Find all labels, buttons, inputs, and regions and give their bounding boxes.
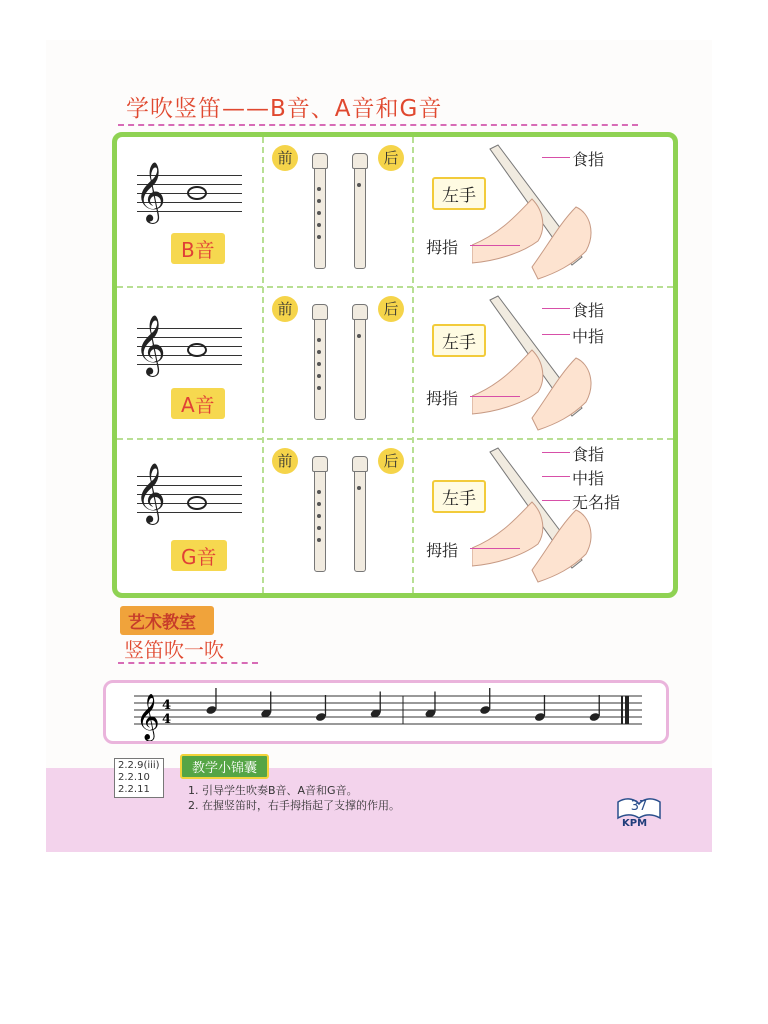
recorder-back-icon <box>352 153 366 271</box>
note-label: A音 <box>171 388 225 419</box>
subtitle-underline <box>118 662 258 664</box>
time-signature: 4 <box>162 712 172 727</box>
teaching-tip: 2. 在握竖笛时，右手拇指起了支撑的作用。 <box>188 799 400 812</box>
finger-label-ring: 无名指 <box>572 493 621 512</box>
hand-cell-a <box>414 288 673 438</box>
note-label: B音 <box>171 233 225 264</box>
pointer-line <box>470 396 520 397</box>
back-badge: 后 <box>378 145 404 171</box>
teaching-tips-tag: 教学小锦囊 <box>180 754 269 779</box>
time-signature: 4 <box>162 698 172 713</box>
note-cell-b <box>117 137 262 286</box>
back-badge: 后 <box>378 448 404 474</box>
pointer-line <box>470 245 520 246</box>
whole-note-b <box>187 186 207 200</box>
teaching-tip: 1. 引导学生吹奏B音、A音和G音。 <box>188 784 358 797</box>
back-badge: 后 <box>378 296 404 322</box>
melody-staff <box>106 683 666 741</box>
thumb-label: 拇指 <box>426 389 459 408</box>
left-hand-label: 左手 <box>432 480 486 513</box>
note-cell-g <box>117 440 262 593</box>
treble-clef-icon: 𝄞 <box>135 162 166 222</box>
thumb-label: 拇指 <box>426 541 459 560</box>
thumb-label: 拇指 <box>426 238 459 257</box>
finger-label-index: 食指 <box>572 150 605 169</box>
recorder-cell-b <box>264 137 412 286</box>
whole-note-a <box>187 343 207 357</box>
pointer-line <box>542 157 570 158</box>
recorder-back-icon <box>352 456 366 574</box>
melody-box <box>103 680 669 744</box>
recorder-cell-a <box>264 288 412 438</box>
treble-clef-icon: 𝄞 <box>136 694 160 740</box>
note-label: G音 <box>171 540 227 571</box>
finger-label-middle: 中指 <box>572 469 605 488</box>
pointer-line <box>470 548 520 549</box>
finger-label-index: 食指 <box>572 301 605 320</box>
finger-label-index: 食指 <box>572 445 605 464</box>
front-badge: 前 <box>272 448 298 474</box>
fingering-table <box>112 132 678 598</box>
front-badge: 前 <box>272 296 298 322</box>
pointer-line <box>542 476 570 477</box>
treble-clef-icon: 𝄞 <box>135 463 166 523</box>
recorder-back-icon <box>352 304 366 422</box>
publisher-logo: KPM <box>622 818 648 829</box>
pointer-line <box>542 308 570 309</box>
page-title: 学吹竖笛——B音、A音和G音 <box>126 96 443 122</box>
finger-label-middle: 中指 <box>572 327 605 346</box>
textbook-page <box>46 40 712 852</box>
hand-cell-g <box>414 440 673 593</box>
left-hand-label: 左手 <box>432 324 486 357</box>
whole-note-g <box>187 496 207 510</box>
left-hand-label: 左手 <box>432 177 486 210</box>
treble-clef-icon: 𝄞 <box>135 315 166 375</box>
note-cell-a <box>117 288 262 438</box>
recorder-front-icon <box>312 304 326 422</box>
pointer-line <box>542 452 570 453</box>
recorder-front-icon <box>312 153 326 271</box>
curriculum-references <box>114 758 164 798</box>
hand-cell-b <box>414 137 673 286</box>
reference-code: 2.2.9(iii) <box>118 760 160 771</box>
section-subtitle: 竖笛吹一吹 <box>124 638 224 662</box>
recorder-cell-g <box>264 440 412 593</box>
pointer-line <box>542 334 570 335</box>
front-badge: 前 <box>272 145 298 171</box>
page-number: 37 <box>630 799 648 814</box>
reference-code: 2.2.10 <box>118 772 150 783</box>
section-tag: 艺术教室 <box>120 606 214 635</box>
hand-holding-recorder-icon <box>472 444 622 584</box>
pointer-line <box>542 500 570 501</box>
recorder-front-icon <box>312 456 326 574</box>
title-underline <box>118 124 638 126</box>
reference-code: 2.2.11 <box>118 784 150 795</box>
